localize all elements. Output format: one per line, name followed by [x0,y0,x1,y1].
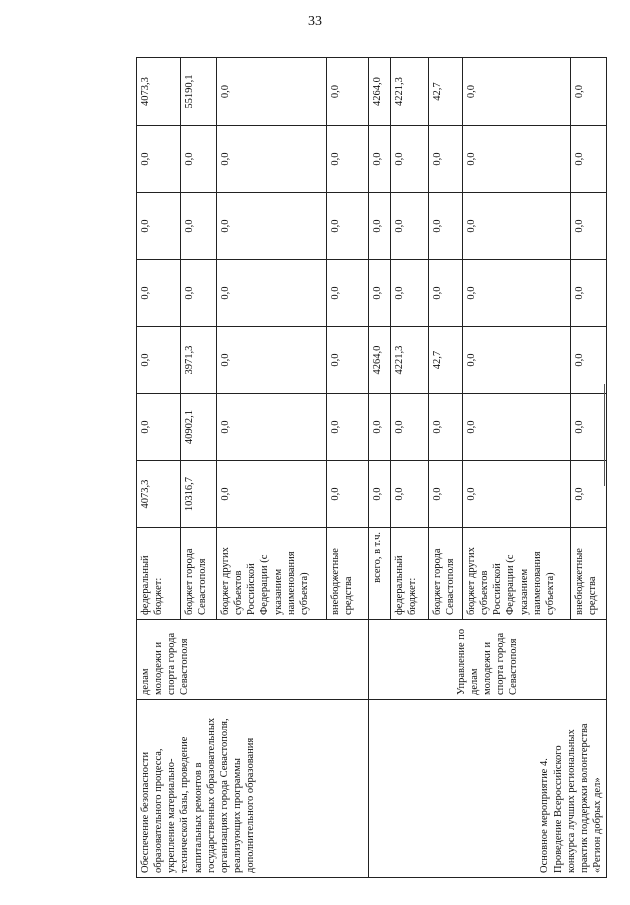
value-cell: 0,0 [327,394,369,461]
source-cell: внебюджетные средства [571,528,607,620]
value-cell: 0,0 [217,327,327,394]
value-cell: 0,0 [391,126,429,193]
value-cell: 0,0 [181,260,217,327]
activity-cell: Основное мероприятие 4. Проведение Всероссийского конкурса лучших региональных практик поддержки волонтерства «Регион добрых дел» [369,700,607,878]
value-cell: 0,0 [327,327,369,394]
value-cell: 0,0 [217,260,327,327]
value-cell: 0,0 [327,193,369,260]
value-cell: 0,0 [463,126,571,193]
source-cell: внебюджетные средства [327,528,369,620]
value-cell: 0,0 [463,394,571,461]
value-cell: 0,0 [463,461,571,528]
executor-cell: Управление по делам молодежи и спорта города Севастополя [369,620,607,700]
value-cell: 0,0 [181,126,217,193]
source-cell: бюджет города Севастополя [181,528,217,620]
value-cell: 0,0 [391,394,429,461]
table-row [369,58,391,878]
value-cell: 4264,0 [369,327,391,394]
value-cell: 0,0 [181,193,217,260]
value-total-cell: 4073,3 [137,58,181,126]
value-total-cell: 4264,0 [369,58,391,126]
value-cell: 0,0 [217,394,327,461]
source-cell: бюджет других субъектов Российской Федерации (с указанием наименования субъекта) [217,528,327,620]
value-cell: 4221,3 [391,327,429,394]
value-cell: 0,0 [429,394,463,461]
margin-line [604,384,605,486]
value-cell: 0,0 [429,461,463,528]
value-cell: 0,0 [369,260,391,327]
table-row [137,58,181,878]
value-cell: 0,0 [429,126,463,193]
value-total-cell: 0,0 [217,58,327,126]
value-cell: 0,0 [571,394,607,461]
value-cell: 0,0 [571,260,607,327]
value-cell: 0,0 [217,193,327,260]
value-cell: 0,0 [463,260,571,327]
value-total-cell: 4221,3 [391,58,429,126]
value-cell: 42,7 [429,327,463,394]
rotated-table-wrapper [136,58,603,878]
value-cell: 0,0 [391,193,429,260]
value-cell: 0,0 [429,260,463,327]
source-cell: бюджет города Севастополя [429,528,463,620]
budget-table [136,57,607,878]
activity-cell: Обеспечение безопасности образовательного процесса, укрепление материально-технической базы, проведение капитальных ремонтов в государственных образовательных организациях города Севастополя, реализующих программы дополнительного образования [137,700,369,878]
value-cell: 0,0 [327,126,369,193]
value-cell: 0,0 [369,126,391,193]
value-total-cell: 0,0 [463,58,571,126]
value-cell: 10316,7 [181,461,217,528]
value-cell: 0,0 [369,394,391,461]
value-cell: 0,0 [137,126,181,193]
source-cell: федеральный бюджет: [137,528,181,620]
value-cell: 4073,3 [137,461,181,528]
value-cell: 0,0 [429,193,463,260]
value-cell: 0,0 [571,327,607,394]
value-cell: 0,0 [391,461,429,528]
value-cell: 0,0 [137,394,181,461]
value-cell: 0,0 [217,461,327,528]
value-cell: 0,0 [327,461,369,528]
value-total-cell: 42,7 [429,58,463,126]
value-cell: 0,0 [571,126,607,193]
value-cell: 0,0 [327,260,369,327]
value-total-cell: 0,0 [571,58,607,126]
value-cell: 0,0 [463,327,571,394]
source-cell: федеральный бюджет: [391,528,429,620]
value-cell: 0,0 [217,126,327,193]
value-cell: 0,0 [463,193,571,260]
value-cell: 40902,1 [181,394,217,461]
value-cell: 0,0 [571,193,607,260]
value-cell: 0,0 [369,461,391,528]
value-cell: 0,0 [571,461,607,528]
value-total-cell: 55190,1 [181,58,217,126]
page-number: 33 [308,14,322,29]
value-cell: 0,0 [137,260,181,327]
executor-cell: делам молодежи и спорта города Севастополя [137,620,369,700]
source-cell: всего, в т.ч. [369,528,391,620]
source-cell: бюджет других субъектов Российской Федерации (с указанием наименования субъекта) [463,528,571,620]
value-total-cell: 0,0 [327,58,369,126]
value-cell: 0,0 [391,260,429,327]
value-cell: 0,0 [137,193,181,260]
value-cell: 3971,3 [181,327,217,394]
value-cell: 0,0 [369,193,391,260]
value-cell: 0,0 [137,327,181,394]
